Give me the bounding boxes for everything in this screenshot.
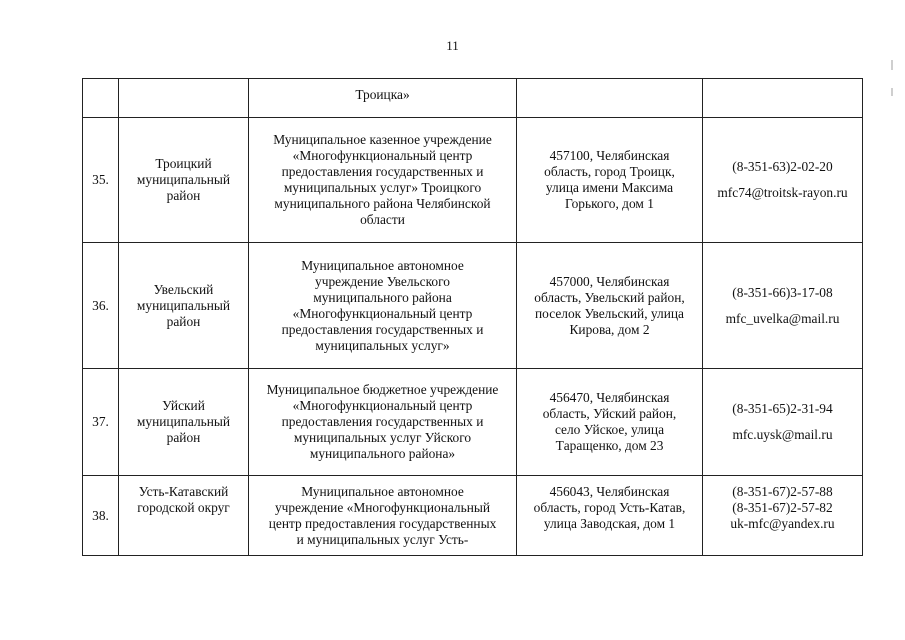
address-line: 456470, Челябинская	[549, 390, 670, 405]
organization-name-line: муниципального района	[313, 289, 452, 305]
contact-spacer	[706, 301, 859, 311]
district-name-line: Троицкий	[155, 156, 212, 171]
row-number-cell	[83, 118, 119, 243]
organization-name-line: Муниципальное бюджетное учреждение	[266, 382, 499, 397]
organization-name-line: и муниципальных услуг Усть-	[296, 532, 469, 547]
organization-name-line: Троицка»	[355, 87, 410, 102]
address-line: область, город Усть-Катав,	[533, 500, 686, 515]
district-cell	[119, 243, 249, 369]
row-number: 38.	[92, 507, 109, 523]
organization-name-line: «Многофункциональный центр	[292, 305, 473, 321]
district-cell	[119, 369, 249, 476]
mfc-registry-table	[82, 78, 863, 556]
table-row	[83, 118, 863, 243]
address-line: Горького, дом 1	[565, 196, 654, 211]
organization-name-line: Муниципальное казенное учреждение	[273, 132, 492, 147]
email-address[interactable]: mfc.uysk@mail.ru	[732, 427, 833, 442]
address-line: Тaращенко, дом 23	[555, 438, 664, 453]
row-number-cell	[83, 369, 119, 476]
address-line: Кирова, дом 2	[569, 321, 650, 337]
page-number: 11	[446, 38, 459, 53]
scan-edge-mark	[891, 88, 893, 96]
row-number: 36.	[92, 297, 109, 313]
row-number-cell	[83, 243, 119, 369]
district-name-line: район	[166, 188, 201, 203]
row-number-cell	[83, 476, 119, 556]
organization-name-line: «Многофункциональный центр	[292, 398, 473, 413]
address-cell	[517, 243, 703, 369]
district-name-line: муниципальный	[136, 414, 231, 429]
organization-cell	[249, 79, 517, 118]
address-line: 456043, Челябинская	[549, 484, 670, 499]
organization-name-line: предоставления государственных и	[281, 164, 484, 179]
district-name-line: муниципальный	[136, 297, 231, 313]
district-name-line: район	[166, 313, 201, 329]
address-cell	[517, 476, 703, 556]
address-line: область, Увельский район,	[534, 289, 685, 305]
email-address[interactable]: mfc74@troitsk-rayon.ru	[717, 185, 848, 200]
address-line: улица имени Максима	[545, 180, 674, 195]
address-line: область, Уйский район,	[542, 406, 677, 421]
row-number-cell	[83, 79, 119, 118]
email-address[interactable]: mfc_uvelka@mail.ru	[725, 310, 840, 326]
address-line: область, город Троицк,	[544, 164, 675, 179]
address-line: улица Заводская, дом 1	[543, 516, 676, 531]
contacts-cell	[703, 369, 863, 476]
organization-name-line: предоставления государственных и	[281, 414, 484, 429]
district-cell	[119, 118, 249, 243]
organization-cell	[249, 476, 517, 556]
table-row	[83, 243, 863, 369]
district-name-line: Уйский	[162, 398, 205, 413]
organization-cell	[249, 243, 517, 369]
phone-number: (8-351-66)3-17-08	[732, 284, 833, 300]
address-line: село Уйское, улица	[554, 422, 665, 437]
district-name-line: район	[166, 430, 201, 445]
row-number: 37.	[92, 414, 109, 429]
organization-name-line: муниципального района Челябинской	[274, 196, 491, 211]
phone-number: (8-351-63)2-02-20	[732, 159, 833, 174]
scan-edge-mark	[891, 60, 893, 70]
organization-cell	[249, 118, 517, 243]
table-row	[83, 369, 863, 476]
organization-name-line: Муниципальное автономное	[301, 484, 464, 499]
organization-name-line: муниципальных услуг» Троицкого	[283, 180, 482, 195]
organization-name-line: муниципальных услуг Уйского	[293, 430, 472, 445]
district-name-line: Увельский	[153, 281, 214, 297]
address-cell	[517, 118, 703, 243]
phone-number: (8-351-65)2-31-94	[732, 401, 833, 416]
address-cell	[517, 79, 703, 118]
address-line: 457000, Челябинская	[549, 273, 670, 289]
district-name-line: муниципальный	[136, 172, 231, 187]
organization-cell	[249, 369, 517, 476]
district-name-line: Усть-Катавский	[138, 484, 229, 499]
contact-spacer	[706, 175, 859, 185]
address-cell	[517, 369, 703, 476]
table-row	[83, 79, 863, 118]
organization-name-line: области	[360, 212, 405, 227]
contacts-cell	[703, 476, 863, 556]
contacts-cell	[703, 79, 863, 118]
district-cell	[119, 79, 249, 118]
email-address[interactable]: uk-mfc@yandex.ru	[730, 516, 835, 531]
organization-name-line: центр предоставления государственных	[268, 516, 497, 531]
contacts-cell	[703, 118, 863, 243]
organization-name-line: Муниципальное автономное	[301, 257, 464, 273]
contacts-cell	[703, 243, 863, 369]
organization-name-line: муниципального района»	[309, 446, 456, 461]
organization-name-line: учреждение Увельского	[315, 273, 450, 289]
organization-name-line: предоставления государственных и	[281, 321, 484, 337]
phone-number: (8-351-67)2-57-82	[732, 500, 833, 515]
organization-name-line: учреждение «Многофункциональный	[274, 500, 491, 515]
district-name-line: городской округ	[137, 500, 230, 515]
row-number: 35.	[92, 172, 109, 187]
address-line: поселок Увельский, улица	[535, 305, 684, 321]
address-line: 457100, Челябинская	[549, 148, 670, 163]
organization-name-line: «Многофункциональный центр	[292, 148, 473, 163]
contact-spacer	[706, 417, 859, 427]
table-row	[83, 476, 863, 556]
district-cell	[119, 476, 249, 556]
phone-number: (8-351-67)2-57-88	[732, 484, 833, 499]
organization-name-line: муниципальных услуг»	[315, 337, 450, 353]
